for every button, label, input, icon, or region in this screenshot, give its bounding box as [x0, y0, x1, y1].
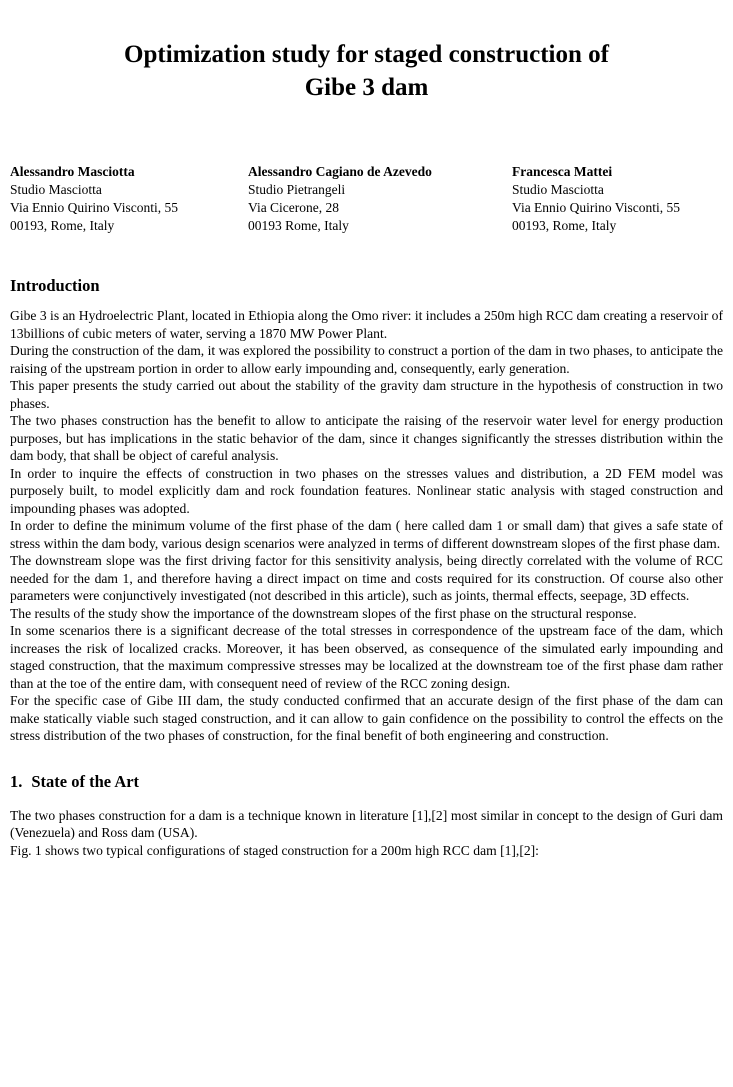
paper-title: [10, 38, 723, 104]
author-address: Via Ennio Quirino Visconti, 55: [10, 200, 178, 215]
author-city: 00193 Rome, Italy: [248, 218, 349, 233]
section-number: 1.: [10, 771, 23, 791]
author-name: Alessandro Cagiano de Azevedo: [248, 164, 432, 179]
paragraph: In some scenarios there is a significant decrease of the total stresses in correspondence of the upstream face of the dam, which increases the risk of localized cracks. Moreover, it has been observed, as consequence of the simulated early impounding and staged construction, that the maximum compressive stresses may be localized at the downstream toe of the first phase dam rather than at the toe of the entire dam, with consequent need of review of the RCC zoning design.: [10, 623, 723, 691]
paragraph: The two phases construction has the benefit to allow to anticipate the raising of the reservoir water level for energy production purposes, but has implications in the static behavior of the dam, since it changes significantly the stresses distribution within the dam body, that shall be object of careful analysis.: [10, 413, 723, 463]
author-affiliation: Studio Masciotta: [10, 182, 102, 197]
section-heading-text: State of the Art: [31, 771, 140, 791]
author-affiliation: Studio Pietrangeli: [248, 182, 346, 197]
paragraph: The results of the study show the importance of the downstream slopes of the first phase on the structural response.: [10, 605, 637, 621]
author-1: [10, 163, 248, 235]
paragraph: In order to inquire the effects of construction in two phases on the stresses values and distribution, a 2D FEM model was purposely built, to model explicitly dam and rock foundation features. Nonlinear static analysis with staged construction and impounding phases was adopted.: [10, 465, 723, 516]
author-city: 00193, Rome, Italy: [512, 218, 617, 233]
section-heading-state-of-the-art: [10, 771, 723, 793]
author-affiliation: Studio Masciotta: [512, 182, 604, 197]
author-name: Francesca Mattei: [512, 164, 613, 179]
section-heading-text: Introduction: [10, 276, 100, 295]
introduction-body: [10, 307, 723, 745]
state-of-the-art-body: [10, 807, 723, 860]
author-address: Via Cicerone, 28: [248, 200, 340, 215]
authors-block: [10, 163, 723, 235]
paragraph: The two phases construction for a dam is a technique known in literature [1],[2] most similar in concept to the design of Guri dam (Venezuela) and Ross dam (USA).: [10, 807, 723, 840]
author-city: 00193, Rome, Italy: [10, 218, 115, 233]
paragraph: This paper presents the study carried out about the stability of the gravity dam structure in the hypothesis of construction in two phases.: [10, 378, 723, 411]
author-name: Alessandro Masciotta: [10, 164, 135, 179]
paper-title-line1: Optimization study for staged construction of: [124, 41, 609, 68]
paragraph: The downstream slope was the first driving factor for this sensitivity analysis, being directly correlated with the volume of RCC needed for the dam 1, and therefore having a direct impact on time and costs required for its construction. Of course also other parameters were conjunctively investigated (not described in this article), such as joints, thermal effects, seepage, 3D effects.: [10, 553, 723, 603]
paragraph: During the construction of the dam, it was explored the possibility to construct a portion of the dam in two phases, to anticipate the raising of the upstream portion in order to allow early impounding and, consequently, early generation.: [10, 343, 723, 376]
author-2: [248, 163, 512, 235]
paragraph: In order to define the minimum volume of the first phase of the dam ( here called dam 1 or small dam) that gives a safe state of stress within the dam body, various design scenarios were analyzed in terms of different downstream slopes of the first phase dam.: [10, 518, 723, 551]
paragraph: Gibe 3 is an Hydroelectric Plant, located in Ethiopia along the Omo river: it includes a 250m high RCC dam creating a reservoir of 13billions of cubic meters of water, serving a 1870 MW Power Plant.: [10, 308, 723, 341]
author-3: [512, 163, 723, 235]
section-heading-introduction: [10, 275, 723, 297]
paper-title-line2: Gibe 3 dam: [304, 74, 429, 101]
author-address: Via Ennio Quirino Visconti, 55: [512, 200, 680, 215]
paragraph: For the specific case of Gibe III dam, the study conducted confirmed that an accurate design of the first phase of the dam can make statically viable such staged construction, and it can allow to gain confidence on the possibility to control the effects on the stress distribution of the two phases of construction, for the final benefit of both engineering and construction.: [10, 693, 723, 743]
paragraph: Fig. 1 shows two typical configurations of staged construction for a 200m high RCC dam [1],[2]:: [10, 842, 539, 858]
